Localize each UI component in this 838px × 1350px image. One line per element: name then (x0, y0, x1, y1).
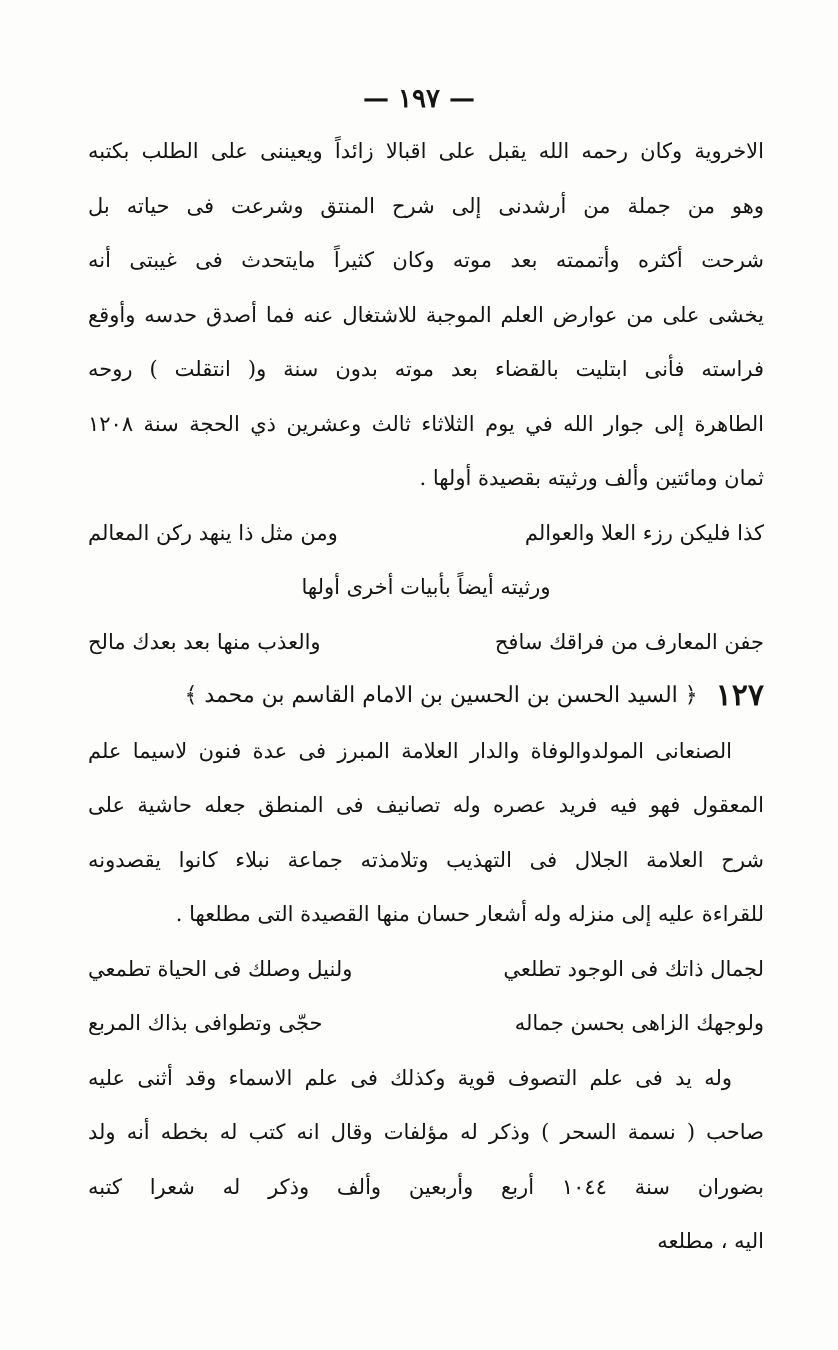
verse-second-hemistich: ومن مثل ذا ينهد ركن المعالم (88, 520, 338, 545)
text-line: شرحت أكثره وأتممته بعد موته وكان كثيراً مايتحدث فى غيبتى أنه (88, 248, 764, 272)
text-line: المعقول فهو فيه فريد عصره وله تصانيف فى المنطق جعله حاشية على (88, 793, 764, 817)
verse-first-hemistich: لجمال ذاتك فى الوجود تطلعي (503, 956, 764, 981)
verse-second-hemistich: ولنيل وصلك فى الحياة تطمعي (88, 956, 353, 981)
verse-second-hemistich: والعذب منها بعد بعدك مالح (88, 629, 321, 654)
poem-verse (88, 615, 764, 670)
entry-number: ١٢٧ (715, 678, 764, 713)
text-line: يخشى على من عوارض العلم الموجبة للاشتغال عنه فما أصدق حدسه وأوقع (88, 302, 764, 327)
text-line: فراسته فأنى ابتليت بالقضاء بعد موته بدون سنة و( انتقلت ) روحه (88, 357, 764, 381)
text-line: الطاهرة إلى جوار الله في يوم الثلاثاء ثالث وعشرين ذي الحجة سنة ١٢٠٨ (88, 411, 764, 436)
page-text-block (88, 124, 764, 1269)
text-line: شرح العلامة الجلال فى التهذيب وتلامذته جماعة نبلاء كانوا يقصدونه (88, 847, 764, 872)
text-line: الصنعانى المولدوالوفاة والدار العلامة المبرز فى عدة فنون لاسيما علم (88, 738, 732, 763)
poem-verse (88, 996, 764, 1051)
entry-title: ﴿ السيد الحسن بن الحسين بن الامام القاسم بن محمد ﴾ (184, 683, 698, 708)
verse-first-hemistich: جفن المعارف من فراقك سافح (494, 629, 764, 654)
text-line: ثمان ومائتين وألف ورثيته بقصيدة أولها . (419, 466, 764, 490)
text-line: وهو من جملة من أرشدنى إلى شرح المنتق وشرعت فى حياته بل (88, 193, 764, 218)
text-line: صاحب ( نسمة السحر ) وذكر له مؤلفات وقال انه كتب له بخطه أنه ولد (88, 1120, 764, 1144)
verse-second-hemistich: حجّى وتطوافى بذاك المربع (88, 1011, 323, 1035)
text-line: الاخروية وكان رحمه الله يقبل على اقبالا زائداً ويعيننى على الطلب بكتبه (88, 139, 764, 163)
text-line: بضوران سنة ١٠٤٤ أربع وأربعين وألف وذكر له شعرا كتبه (88, 1174, 764, 1199)
poem-verse (88, 506, 764, 561)
verse-first-hemistich: كذا فليكن رزء العلا والعوالم (524, 520, 764, 545)
poem-verse (88, 942, 764, 997)
text-line: للقراءة عليه إلى منزله وله أشعار حسان منها القصيدة التى مطلعها . (175, 902, 764, 926)
entry-heading (88, 669, 764, 724)
page-number: — ١٩٧ — (362, 84, 476, 114)
text-line: وله يد فى علم التصوف قوية وكذلك فى علم الاسماء وقد أثنى عليه (88, 1065, 732, 1090)
text-line: اليه ، مطلعه (657, 1229, 764, 1253)
verse-first-hemistich: ولوجهك الزاهى بحسن جماله (514, 1011, 764, 1035)
text-line: ورثيته أيضاً بأبيات أخرى أولها (301, 575, 551, 599)
